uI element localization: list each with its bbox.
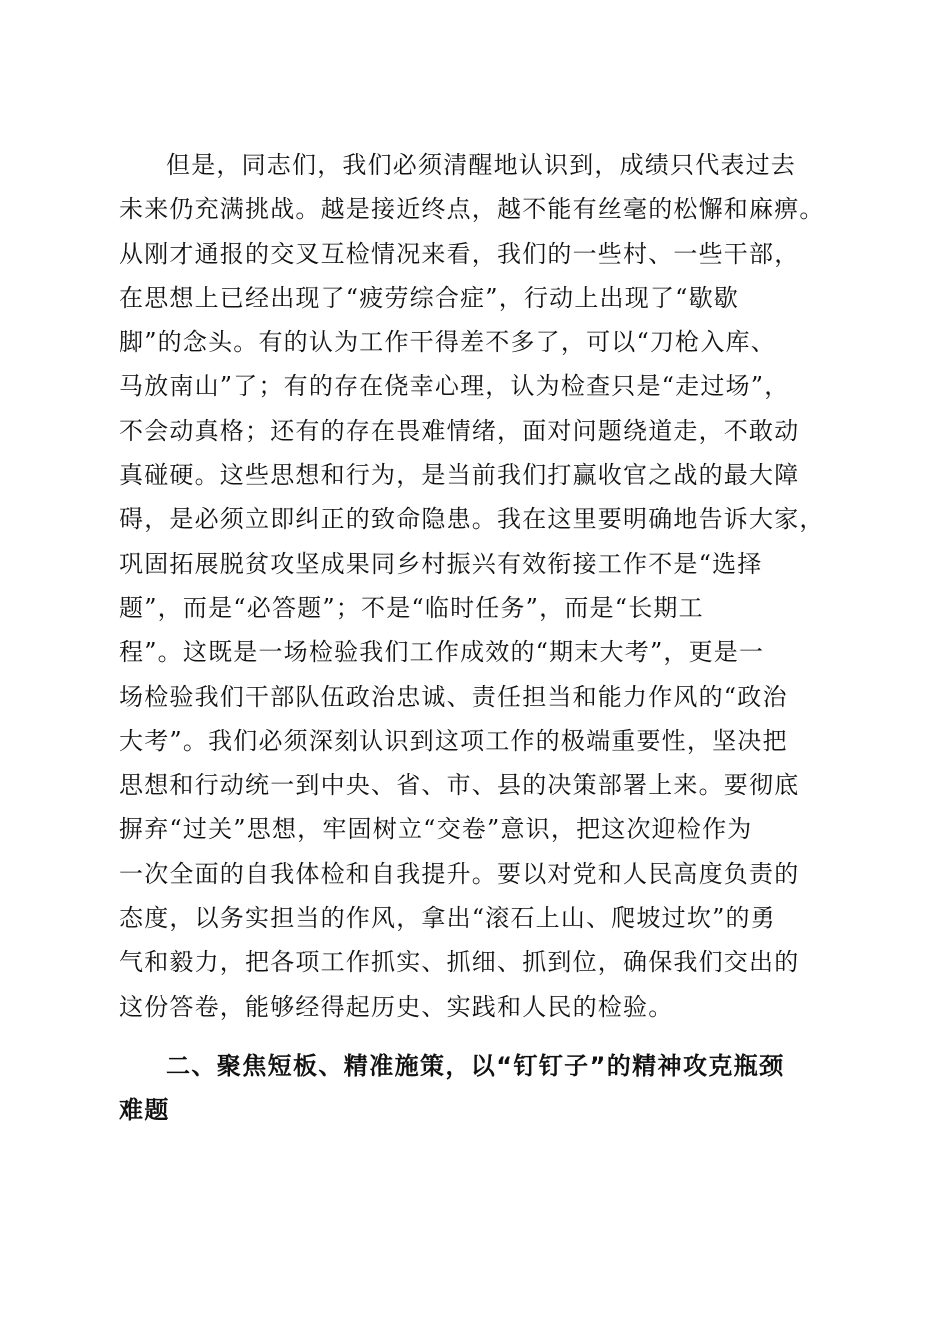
paragraph-line: 这份答卷，能够经得起历史、实践和人民的检验。 bbox=[119, 992, 674, 1021]
paragraph-line: 一次全面的自我体检和自我提升。要以对党和人民高度负责的 bbox=[119, 859, 800, 888]
paragraph-line: 不会动真格；还有的存在畏难情绪，面对问题绕道走，不敢动 bbox=[119, 416, 800, 445]
paragraph-line: 态度，以务实担当的作风，拿出“滚石上山、爬坡过坎”的勇 bbox=[119, 904, 776, 933]
paragraph-line: 真碰硬。这些思想和行为，是当前我们打赢收官之战的最大障 bbox=[119, 461, 800, 490]
paragraph-line: 摒弃“过关”思想，牢固树立“交卷”意识，把这次迎检作为 bbox=[119, 815, 753, 844]
paragraph-line: 脚”的念头。有的认为工作干得差不多了，可以“刀枪入库、 bbox=[119, 328, 776, 357]
heading-line: 难题 bbox=[119, 1096, 170, 1125]
paragraph-line: 马放南山”了；有的存在侥幸心理，认为检查只是“走过场”， bbox=[119, 372, 790, 401]
paragraph-line: 场检验我们干部队伍政治忠诚、责任担当和能力作风的“政治 bbox=[119, 682, 788, 711]
paragraph-line: 题”，而是“必答题”；不是“临时任务”，而是“长期工 bbox=[119, 593, 704, 622]
paragraph-line: 从刚才通报的交叉互检情况来看，我们的一些村、一些干部， bbox=[119, 239, 800, 268]
paragraph-line: 未来仍充满挑战。越是接近终点，越不能有丝毫的松懈和麻痹。 bbox=[119, 195, 825, 224]
paragraph-line: 程”。这既是一场检验我们工作成效的“期末大考”，更是一 bbox=[119, 638, 765, 667]
body-paragraph bbox=[119, 143, 833, 1029]
paragraph-line: 巩固拓展脱贫攻坚成果同乡村振兴有效衔接工作不是“选择 bbox=[119, 549, 763, 578]
paragraph-line: 但是，同志们，我们必须清醒地认识到，成绩只代表过去 bbox=[166, 151, 796, 179]
paragraph-line: 大考”。我们必须深刻认识到这项工作的极端重要性，坚决把 bbox=[119, 726, 788, 755]
paragraph-line: 在思想上已经出现了“疲劳综合症”，行动上出现了“歇歇 bbox=[119, 283, 740, 312]
paragraph-line: 碍，是必须立即纠正的致命隐患。我在这里要明确地告诉大家， bbox=[119, 505, 825, 534]
section-heading bbox=[119, 1044, 833, 1133]
paragraph-line: 气和毅力，把各项工作抓实、抓细、抓到位，确保我们交出的 bbox=[119, 948, 800, 977]
heading-line: 二、聚焦短板、精准施策，以“钉钉子”的精神攻克瓶颈 bbox=[166, 1052, 785, 1080]
paragraph-line: 思想和行动统一到中央、省、市、县的决策部署上来。要彻底 bbox=[119, 771, 800, 800]
